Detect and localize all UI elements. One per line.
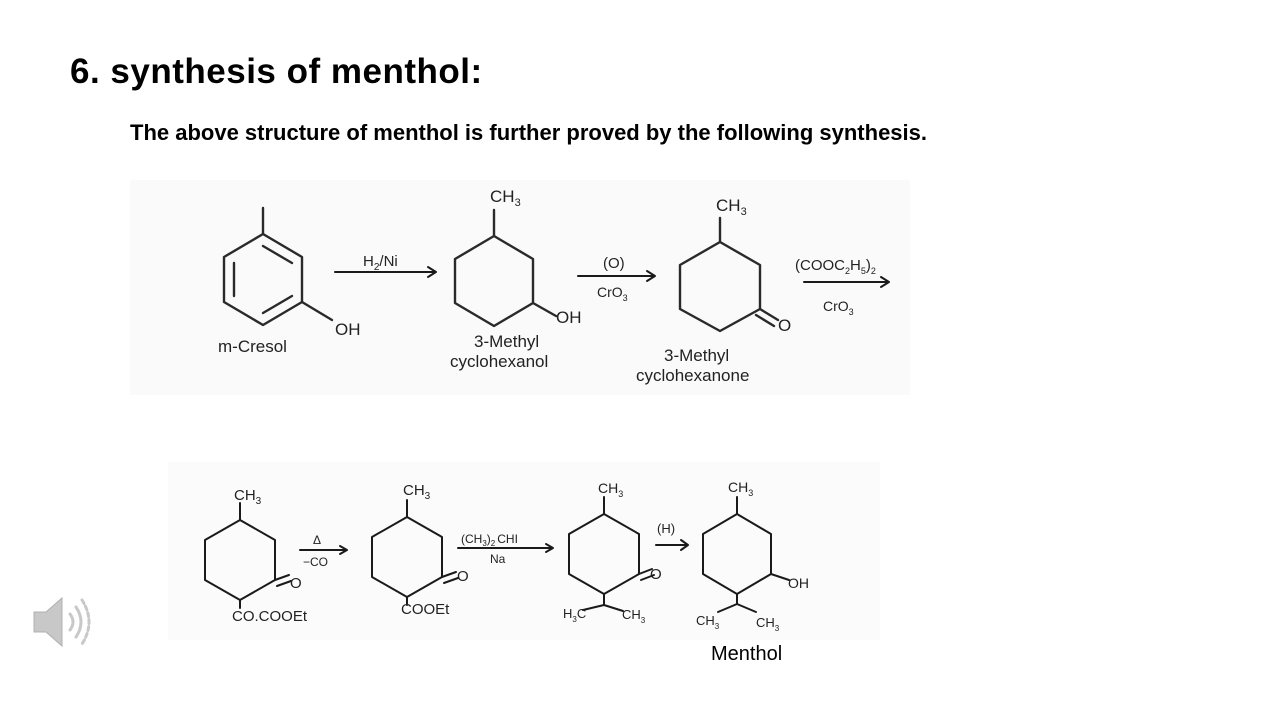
menthol-left-methyl: $CH_3$ bbox=[696, 613, 720, 631]
menthone-oxo: O bbox=[650, 566, 662, 583]
step3-reagent-b: CrO$_3$ bbox=[823, 298, 854, 317]
speaker-icon[interactable] bbox=[30, 592, 98, 652]
menthol-oh: OH bbox=[788, 575, 809, 591]
cyclohexanone-oxo: O bbox=[778, 316, 792, 335]
cyclohexanone-methyl: $CH_3$ bbox=[716, 196, 747, 218]
slide-title: 6. synthesis of menthol: bbox=[70, 52, 483, 91]
step6-reagent: (H) bbox=[657, 521, 676, 536]
step2-reagent: CrO$_3$ bbox=[597, 284, 628, 303]
slide-body-text: The above structure of menthol is further proved by the following synthesis. bbox=[130, 120, 927, 145]
step5-reagent: $(CH_3)_2$ CHI bbox=[461, 532, 518, 548]
step4-loss: −CO bbox=[303, 555, 329, 569]
oxalyl-ketone-oxo: O bbox=[290, 575, 302, 592]
menthol-caption: Menthol bbox=[711, 643, 783, 665]
m-cresol-name: m-Cresol bbox=[218, 337, 287, 356]
cyclohexanol-methyl: $CH_3$ bbox=[490, 187, 521, 209]
keto-ester-methyl: $CH_3$ bbox=[403, 482, 431, 502]
oxalyl-ketone-methyl: $CH_3$ bbox=[234, 487, 262, 507]
cyclohexanol-name-2: cyclohexanol bbox=[450, 352, 549, 371]
cyclohexanol-oh: OH bbox=[556, 308, 582, 327]
menthol-methyl: $CH_3$ bbox=[728, 479, 754, 498]
cyclohexanone-name-1: 3-Methyl bbox=[664, 346, 730, 365]
step5-base: Na bbox=[490, 552, 506, 566]
menthone-left-methyl: $H_3C$ bbox=[563, 606, 587, 624]
keto-ester-substituent: COOEt bbox=[401, 601, 450, 618]
oxalyl-ketone-substituent: CO.COOEt bbox=[232, 608, 308, 625]
menthone-right-methyl: $CH_3$ bbox=[622, 607, 646, 625]
cyclohexanone-name-2: cyclohexanone bbox=[636, 366, 750, 385]
step3-reagent-a: $(COOC_2H_5)_2$ bbox=[795, 257, 876, 276]
menthol-right-methyl: $CH_3$ bbox=[756, 615, 780, 633]
m-cresol-oh-label: OH bbox=[335, 320, 361, 339]
menthone-methyl: $CH_3$ bbox=[598, 480, 624, 499]
step1-reagent: $H_2/Ni$ bbox=[363, 253, 398, 273]
step2-oxidant: (O) bbox=[603, 255, 625, 272]
step4-heat: Δ bbox=[313, 533, 322, 547]
keto-ester-oxo: O bbox=[457, 568, 469, 585]
cyclohexanol-name-1: 3-Methyl bbox=[474, 332, 540, 351]
